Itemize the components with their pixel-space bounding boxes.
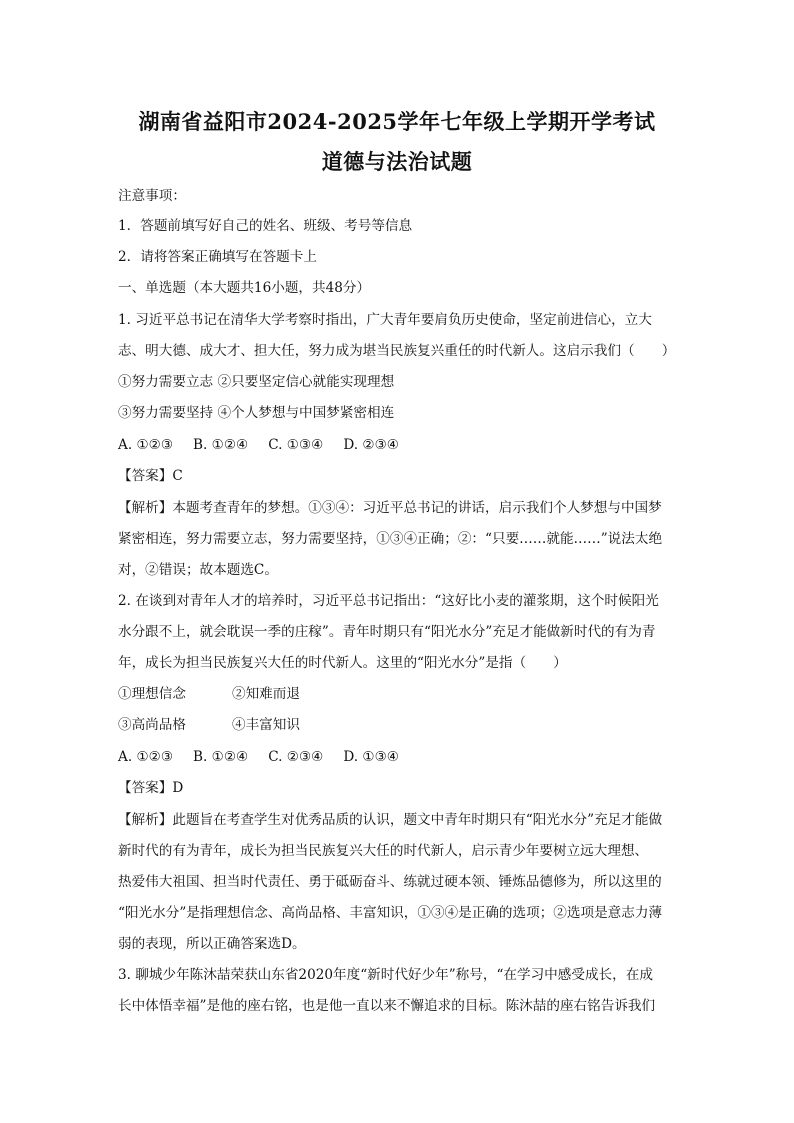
page-title: 湖南省益阳市2024-2025学年七年级上学期开学考试 [138, 109, 656, 134]
choice-d: D. ①③④ [343, 749, 399, 765]
analysis-line: 紧密相连，努力需要立志，努力需要坚持，①③④正确；②：“只要……就能……”说法太绝 [118, 531, 663, 547]
choice-c: C. ②③④ [268, 749, 324, 765]
statement: ③高尚品格 [118, 717, 186, 733]
page-subtitle: 道德与法治试题 [321, 149, 473, 174]
question-stem: 3. 聊城少年陈沐喆荣获山东省2020年度“新时代好少年”称号，“在学习中感受成长，在成 [118, 967, 653, 983]
analysis-line: 弱的表现，所以正确答案选D。 [118, 936, 306, 952]
section-heading: 一、单选题（本大题共16小题，共48分） [118, 280, 371, 296]
answer-line: 【答案】D [118, 780, 184, 796]
question-statements [118, 684, 688, 704]
choice-b: B. ①②④ [193, 437, 249, 453]
question-stem: 长中体悟幸福”是他的座右铭，也是他一直以来不懈追求的目标。陈沐喆的座右铭告诉我们 [118, 998, 656, 1014]
question-stem: 志、明大德、成大才、担大任，努力成为堪当民族复兴重任的时代新人。这启示我们（ ） [118, 343, 676, 359]
question-choices [118, 747, 688, 767]
statement: ②知难而退 [232, 686, 300, 702]
answer-line: 【答案】C [118, 468, 183, 484]
statement: ④丰富知识 [232, 717, 300, 733]
analysis-line: 【解析】本题考查青年的梦想。①③④：习近平总书记的讲话，启示我们个人梦想与中国梦 [118, 500, 662, 516]
question-choices [118, 435, 688, 455]
question-stem: 水分跟不上，就会耽误一季的庄稼”。青年时期只有“阳光水分”充足才能做新时代的有为青 [118, 624, 656, 640]
notice-item: 1．答题前填写好自己的姓名、班级、考号等信息 [118, 218, 413, 234]
question-stem: 1. 习近平总书记在清华大学考察时指出，广大青年要肩负历史使命，坚定前进信心，立大 [118, 312, 652, 328]
question-statements: ③努力需要坚持 ④个人梦想与中国梦紧密相连 [118, 405, 395, 421]
choice-c: C. ①③④ [268, 437, 324, 453]
question-stem: 年，成长为担当民族复兴大任的时代新人。这里的“阳光水分”是指（ ） [118, 655, 567, 671]
choice-d: D. ②③④ [343, 437, 399, 453]
analysis-line: 新时代的有为青年，成长为担当民族复兴大任的时代新人，启示青少年要树立远大理想、 [118, 843, 649, 859]
statement: ①理想信念 [118, 686, 186, 702]
question-statements [118, 715, 688, 735]
choice-a: A. ①②③ [118, 437, 174, 453]
question-statements: ①努力需要立志 ②只要坚定信心就能实现理想 [118, 374, 395, 390]
analysis-line: “阳光水分”是指理想信念、高尚品格、丰富知识，①③④是正确的选项；②选项是意志力薄 [118, 905, 663, 921]
choice-b: B. ①②④ [193, 749, 249, 765]
choice-a: A. ①②③ [118, 749, 174, 765]
analysis-line: 【解析】此题旨在考查学生对优秀品质的认识，题文中青年时期只有“阳光水分”充足才能做 [118, 812, 663, 828]
notice-heading: 注意事项： [118, 188, 186, 204]
question-stem: 2. 在谈到对青年人才的培养时，习近平总书记指出：“这好比小麦的灌浆期，这个时候阳光 [118, 593, 659, 609]
analysis-line: 对，②错误；故本题选C。 [118, 562, 278, 578]
notice-item: 2．请将答案正确填写在答题卡上 [118, 249, 317, 265]
analysis-line: 热爱伟大祖国、担当时代责任、勇于砥砺奋斗、练就过硬本领、锤炼品德修为，所以这里的 [118, 874, 662, 890]
